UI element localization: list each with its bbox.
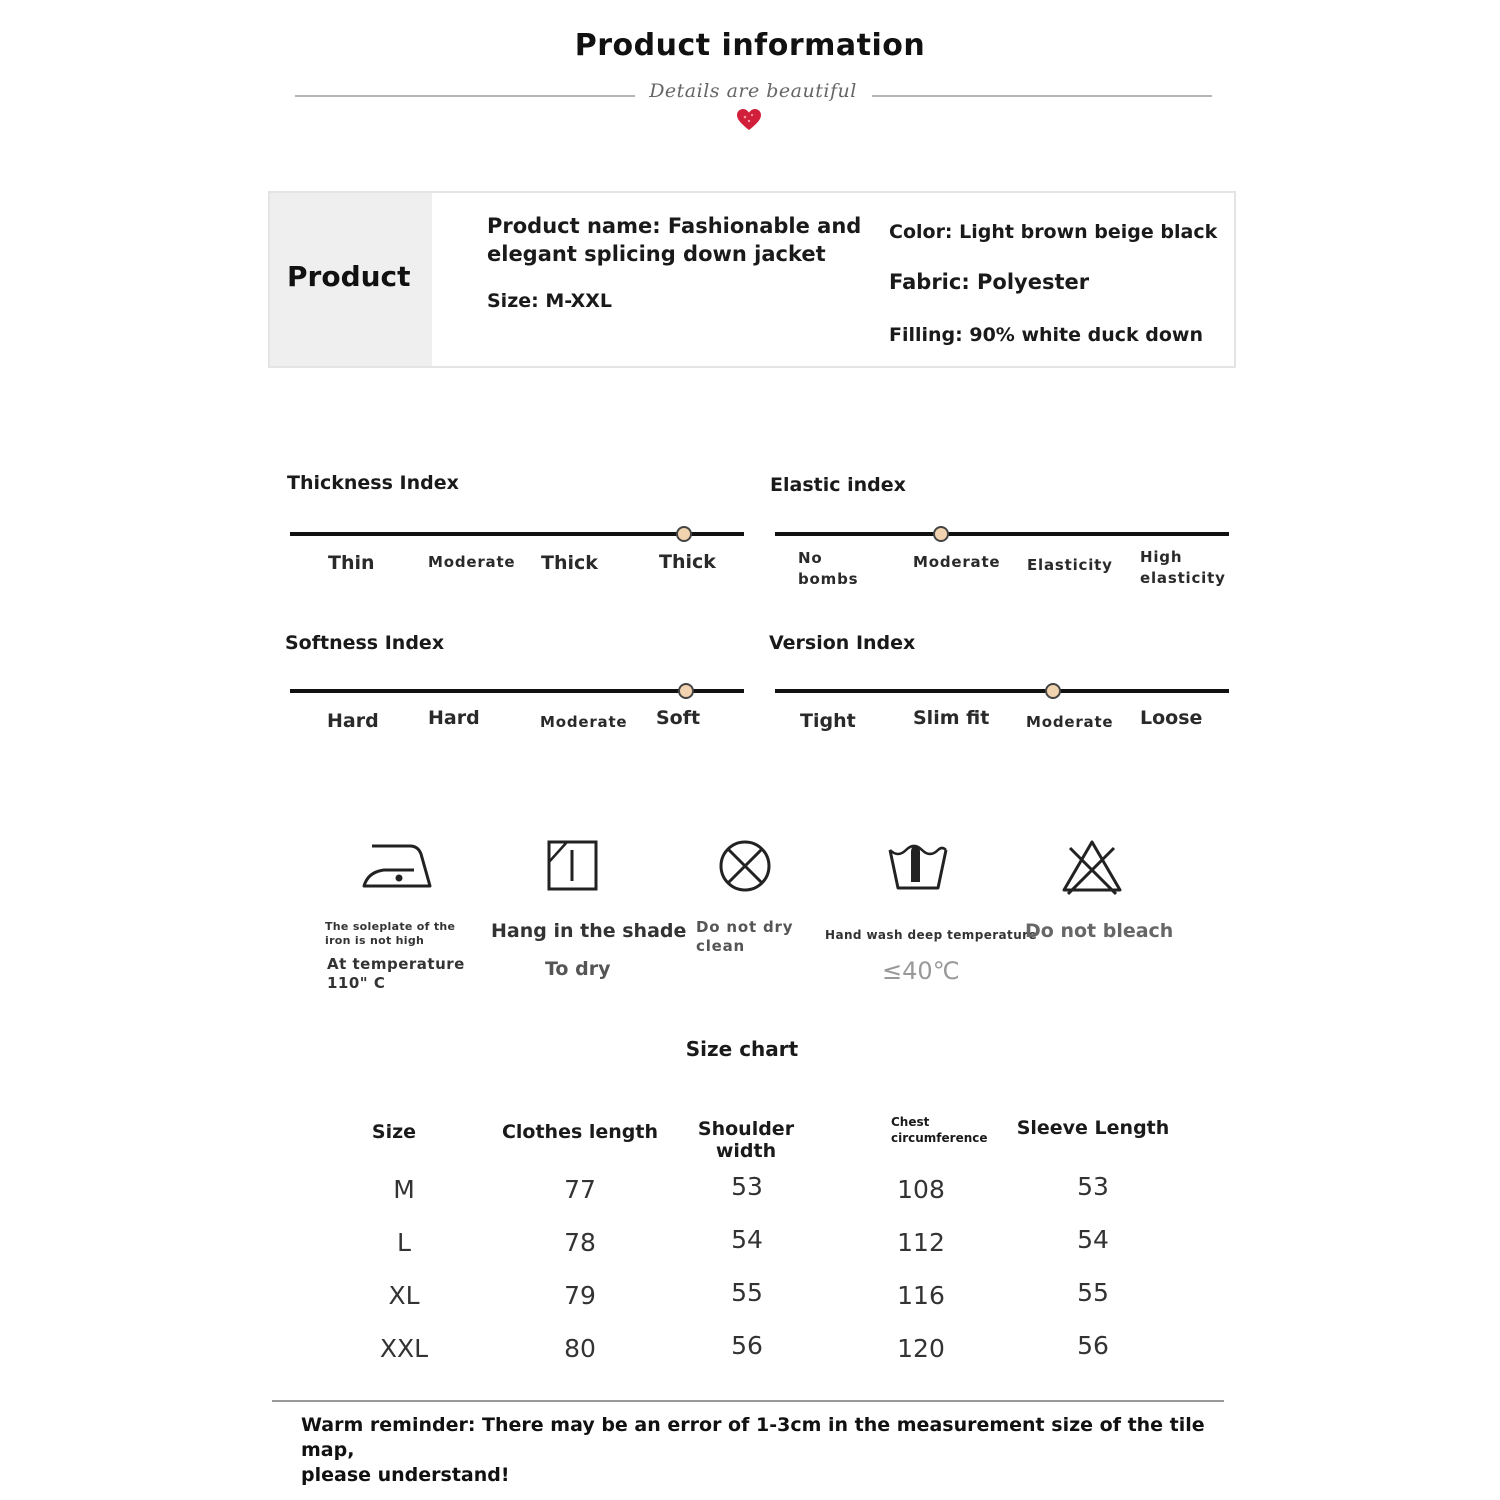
- softness-label-1: Hard: [327, 710, 379, 732]
- table-cell: 120: [897, 1334, 945, 1363]
- softness-index-track: [290, 689, 744, 693]
- table-cell: XXL: [379, 1334, 429, 1363]
- elastic-label-1: No bombs: [798, 549, 859, 588]
- thickness-index-title: Thickness Index: [287, 472, 459, 494]
- page-title: Product information: [574, 28, 926, 63]
- softness-label-3: Moderate: [540, 713, 628, 731]
- elastic-label-3: Elasticity: [1027, 556, 1113, 574]
- no-dry-clean-icon: [705, 834, 785, 898]
- col-header-shoulder-width: Shoulder width: [697, 1118, 795, 1162]
- product-color: Color: Light brown beige black: [889, 221, 1218, 243]
- version-label-2: Slim fit: [913, 707, 990, 729]
- no-bleach-text: Do not bleach: [1025, 920, 1174, 942]
- thickness-label-4: Thick: [659, 551, 716, 573]
- product-fabric: Fabric: Polyester: [889, 270, 1090, 294]
- table-cell: 53: [731, 1172, 763, 1201]
- col-header-clothes-length: Clothes length: [501, 1121, 659, 1143]
- table-cell: 54: [1077, 1225, 1109, 1254]
- table-cell: 80: [564, 1334, 596, 1363]
- size-chart-title: Size chart: [685, 1037, 799, 1061]
- iron-icon: [358, 836, 438, 900]
- no-bleach-icon: [1052, 836, 1132, 900]
- no-dry-clean-text: Do not dry clean: [696, 918, 794, 955]
- heart-icon: [736, 108, 762, 132]
- table-cell: 53: [1077, 1172, 1109, 1201]
- title-divider-left: [295, 95, 635, 97]
- elastic-index-title: Elastic index: [770, 474, 906, 496]
- warm-reminder: [301, 1413, 1221, 1488]
- elastic-index-track: [775, 532, 1229, 536]
- product-filling: Filling: 90% white duck down: [889, 324, 1204, 346]
- iron-text-line1: The soleplate of the iron is not high: [325, 920, 456, 947]
- product-size: Size: M-XXL: [487, 290, 613, 312]
- hand-wash-text-line1: Hand wash deep temperature: [825, 928, 1037, 942]
- title-divider-right: [872, 95, 1212, 97]
- thickness-label-2: Moderate: [428, 553, 516, 571]
- version-label-1: Tight: [800, 710, 856, 732]
- elastic-index-marker: [933, 526, 949, 542]
- thickness-label-1: Thin: [328, 552, 375, 574]
- table-cell: 54: [731, 1225, 763, 1254]
- table-cell: 79: [564, 1281, 596, 1310]
- hang-dry-text-line1: Hang in the shade: [491, 920, 687, 942]
- version-index-marker: [1045, 683, 1061, 699]
- version-index-track: [775, 689, 1229, 693]
- product-name-line1: Product name: Fashionable and: [487, 214, 862, 238]
- hang-dry-shade-icon: [533, 836, 613, 900]
- elastic-label-2: Moderate: [913, 553, 1001, 571]
- version-label-4: Loose: [1140, 707, 1203, 729]
- warm-reminder-line1: Warm reminder: There may be an error of 1-3cm in the measurement size of the tile map,: [301, 1414, 1205, 1461]
- thickness-label-3: Thick: [541, 552, 598, 574]
- softness-index-marker: [678, 683, 694, 699]
- version-label-3: Moderate: [1026, 713, 1114, 731]
- softness-label-4: Soft: [656, 707, 701, 729]
- product-heading: Product: [287, 260, 411, 293]
- version-index-title: Version Index: [769, 632, 916, 654]
- hand-wash-text-line2: ≤40℃: [882, 957, 960, 985]
- table-cell: 78: [564, 1228, 596, 1257]
- reminder-divider: [272, 1400, 1224, 1402]
- table-cell: 116: [897, 1281, 945, 1310]
- softness-index-title: Softness Index: [285, 632, 445, 654]
- hand-wash-icon: [878, 836, 958, 900]
- warm-reminder-line2: please understand!: [301, 1464, 510, 1486]
- table-cell: L: [397, 1228, 411, 1257]
- table-cell: 77: [564, 1175, 596, 1204]
- iron-text-line2: At temperature 110" C: [327, 955, 465, 992]
- table-cell: 55: [1077, 1278, 1109, 1307]
- table-cell: 56: [1077, 1331, 1109, 1360]
- table-cell: M: [393, 1175, 415, 1204]
- softness-label-2: Hard: [428, 707, 480, 729]
- table-cell: 56: [731, 1331, 763, 1360]
- elastic-label-4: High elasticity: [1140, 548, 1226, 587]
- table-cell: XL: [388, 1281, 420, 1310]
- table-cell: 112: [897, 1228, 945, 1257]
- col-header-size: Size: [371, 1121, 417, 1143]
- table-cell: 108: [897, 1175, 945, 1204]
- col-header-chest: Chest circumference: [891, 1115, 988, 1145]
- product-name-line2: elegant splicing down jacket: [487, 242, 826, 266]
- page-subtitle: Details are beautiful: [649, 80, 857, 102]
- col-header-sleeve-length: Sleeve Length: [1016, 1117, 1170, 1139]
- thickness-index-marker: [676, 526, 692, 542]
- table-cell: 55: [731, 1278, 763, 1307]
- hang-dry-text-line2: To dry: [545, 958, 611, 980]
